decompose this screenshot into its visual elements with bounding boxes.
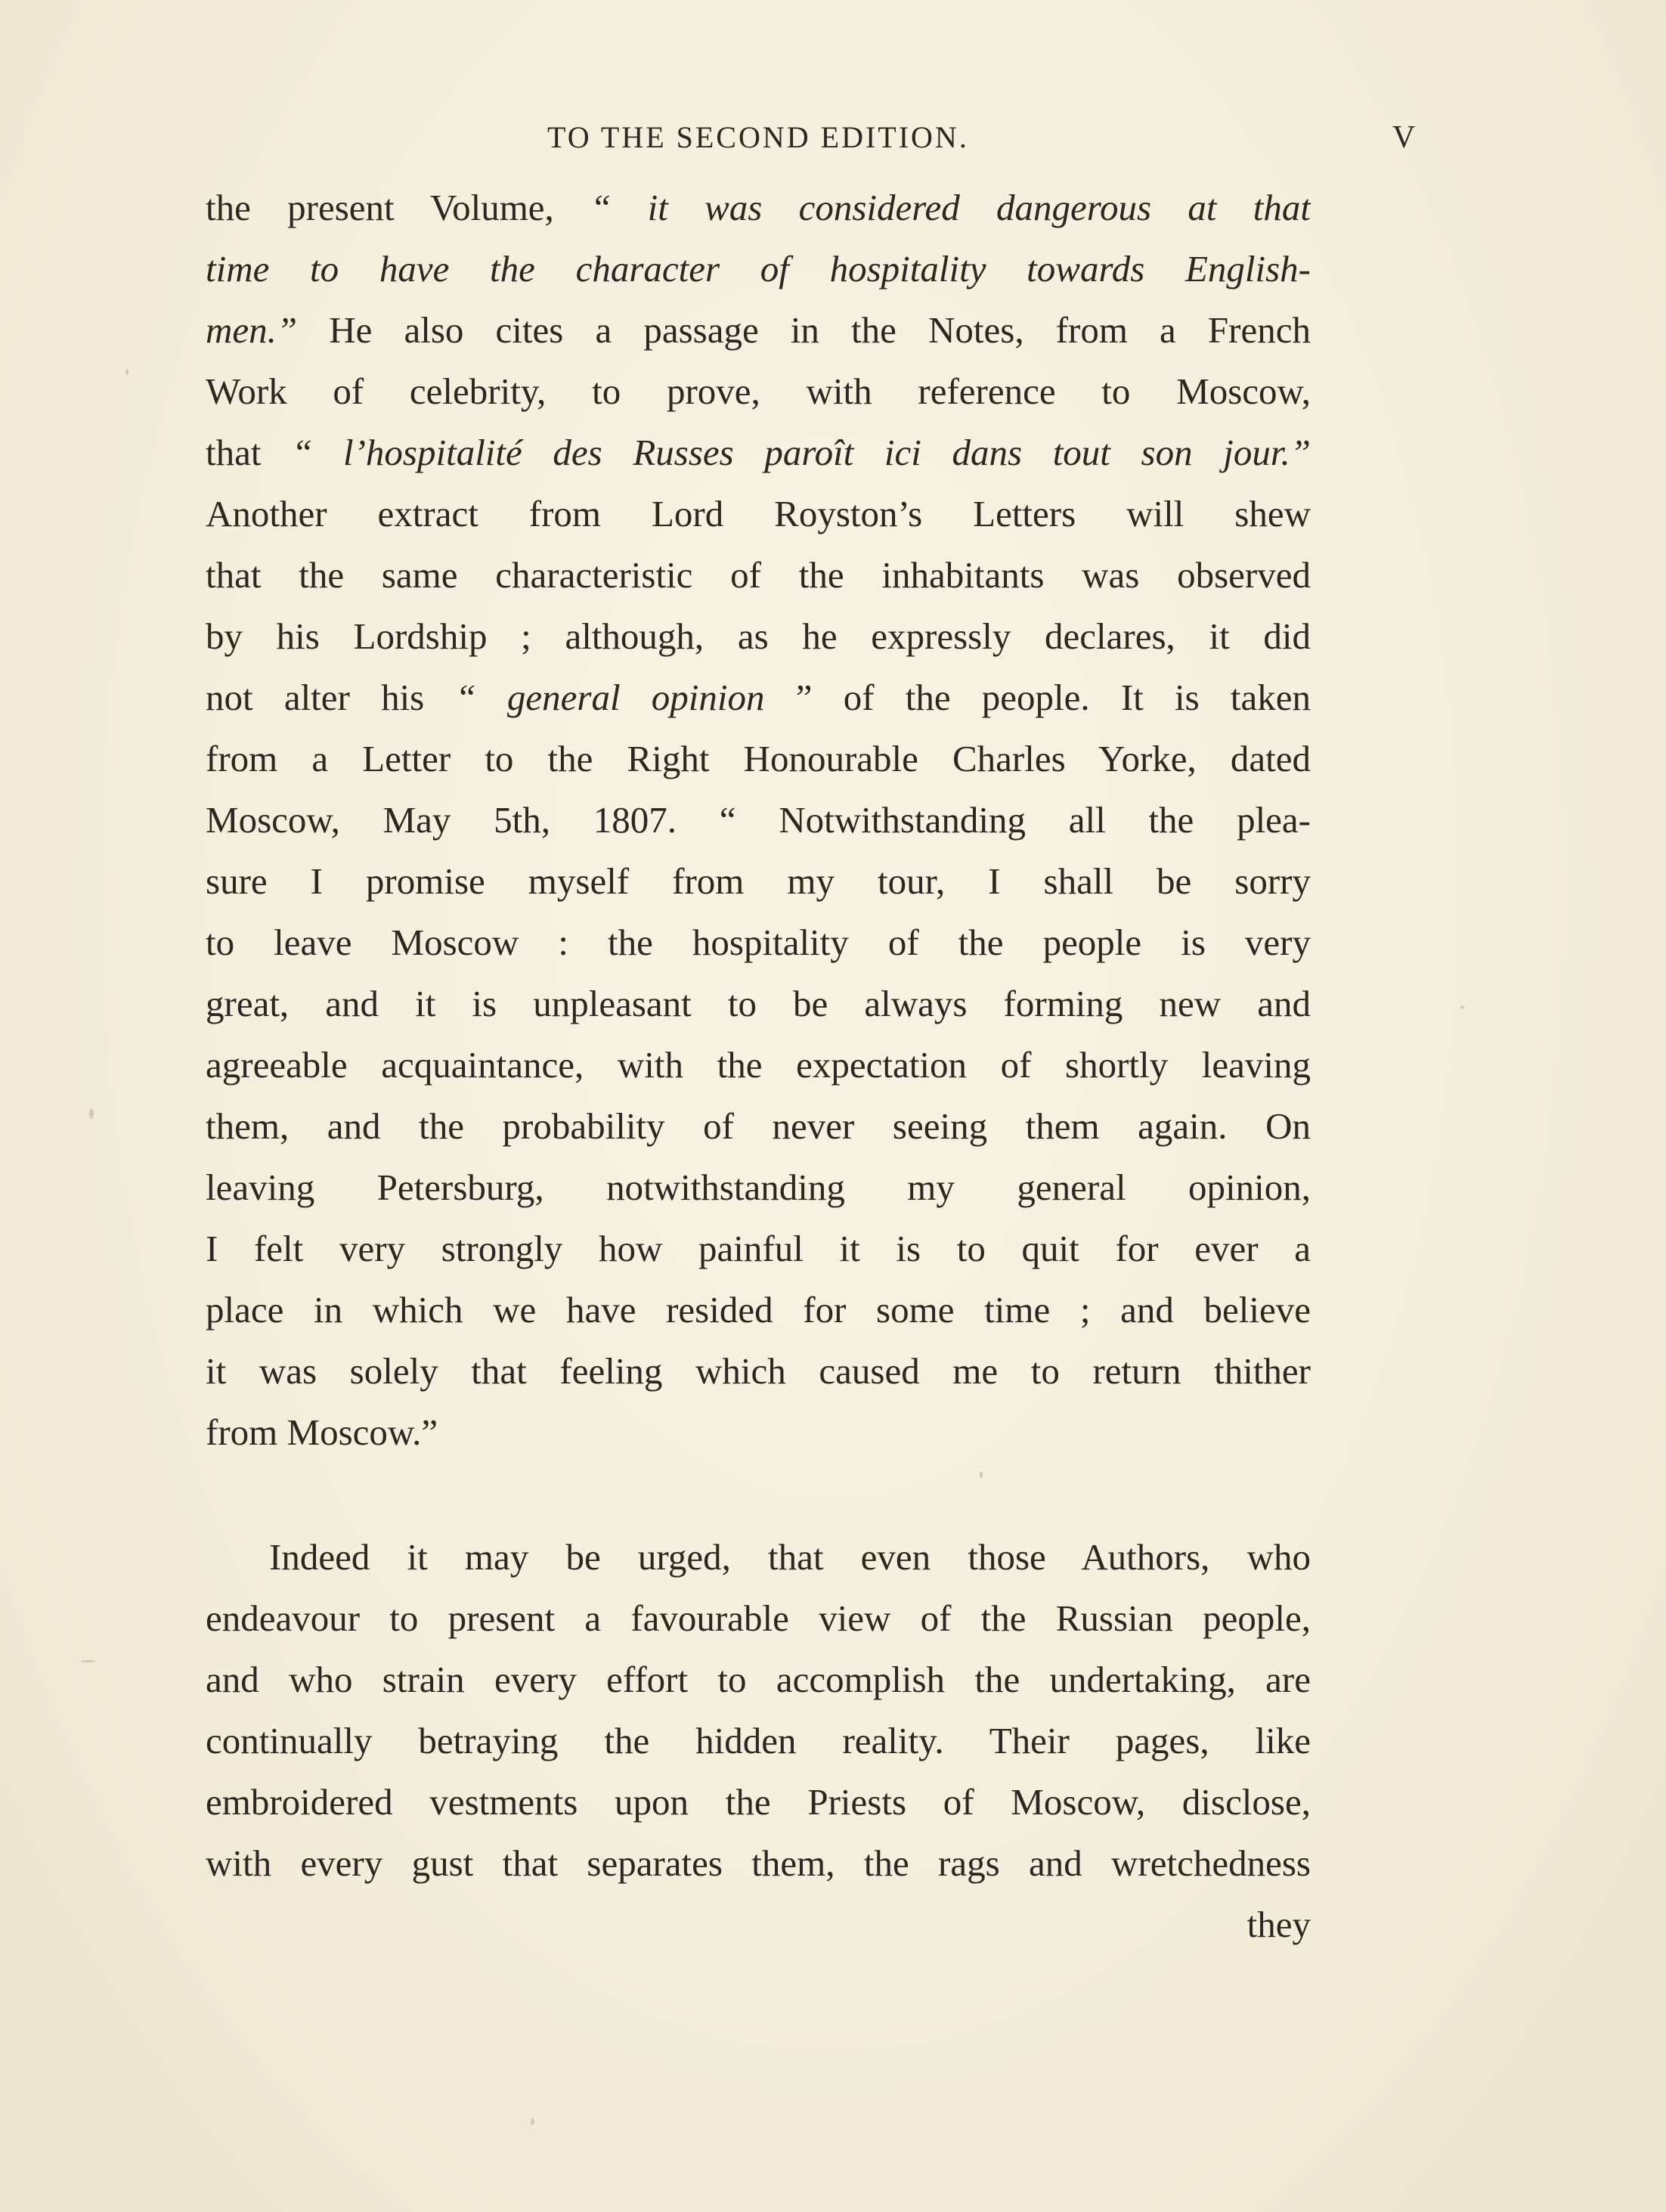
text-segment: continually betraying the hidden reality. Their pages, like <box>206 1720 1311 1761</box>
text-line <box>206 1526 1311 1588</box>
paper-speck <box>82 1660 95 1662</box>
page-number: V <box>1392 120 1416 155</box>
text-line <box>206 177 1311 238</box>
text-line <box>206 1588 1311 1649</box>
text-segment: to leave Moscow : the hospitality of the people is very <box>206 922 1311 963</box>
text-line <box>206 1157 1311 1218</box>
text-line <box>206 1649 1311 1710</box>
text-line <box>206 1832 1311 1894</box>
italic-segment: men.” <box>206 309 298 351</box>
text-segment: I felt very strongly how painful it is to quit for ever a <box>206 1228 1311 1269</box>
text-line <box>206 1095 1311 1157</box>
text-segment: embroidered vestments upon the Priests of Moscow, disclose, <box>206 1781 1311 1823</box>
text-segment: sure I promise myself from my tour, I shall be sorry <box>206 860 1311 902</box>
paper-speck <box>531 2118 534 2125</box>
text-segment: He also cites a passage in the Notes, from a French <box>297 309 1311 351</box>
text-line <box>206 361 1311 422</box>
text-line <box>206 606 1311 667</box>
text-line <box>206 912 1311 973</box>
text-line <box>206 1340 1311 1402</box>
text-segment: that the same characteristic of the inhabitants was observed <box>206 554 1311 596</box>
text-segment: it was solely that feeling which caused me to return thither <box>206 1350 1311 1392</box>
text-line <box>206 728 1311 789</box>
text-segment: great, and it is unpleasant to be always forming new and <box>206 983 1311 1024</box>
text-segment: and who strain every effort to accomplish the undertaking, are <box>206 1659 1311 1700</box>
text-segment: from a Letter to the Right Honourable Charles Yorke, dated <box>206 738 1311 779</box>
text-line <box>206 973 1311 1034</box>
text-segment: ” of the people. It is taken <box>764 677 1311 718</box>
paper-speck <box>1460 1005 1464 1009</box>
paper-speck <box>89 1108 94 1119</box>
text-segment: with every gust that separates them, the rags and wretchedness <box>206 1842 1311 1884</box>
text-segment: the present Volume, <box>206 187 591 228</box>
italic-segment: time to have the character of hospitality towards English- <box>206 248 1311 290</box>
text-line <box>206 1279 1311 1340</box>
text-line <box>206 1771 1311 1832</box>
text-line <box>206 850 1311 912</box>
text-segment: endeavour to present a favourable view of the Russian people, <box>206 1597 1311 1639</box>
text-line <box>206 544 1311 606</box>
text-line <box>206 1218 1311 1279</box>
text-segment: from Moscow.” <box>206 1411 438 1453</box>
text-line <box>206 422 1311 483</box>
text-segment: that <box>206 432 293 473</box>
body-text <box>206 177 1311 1955</box>
text-segment: not alter his <box>206 677 456 718</box>
text-segment: agreeable acquaintance, with the expectation of shortly leaving <box>206 1044 1311 1086</box>
paper-speck <box>125 369 129 375</box>
text-segment: place in which we have resided for some time ; and believe <box>206 1289 1311 1331</box>
paragraph-gap <box>206 1463 1311 1526</box>
text-line <box>206 238 1311 299</box>
text-line <box>206 667 1311 728</box>
text-segment: Moscow, May 5th, 1807. “ Notwithstanding all the plea- <box>206 799 1311 841</box>
text-segment: Work of celebrity, to prove, with reference to Moscow, <box>206 370 1311 412</box>
text-line <box>206 483 1311 544</box>
catchword: they <box>1246 1904 1311 1945</box>
text-segment: by his Lordship ; although, as he expressly declares, it did <box>206 615 1311 657</box>
text-line <box>206 1402 1311 1463</box>
text-line <box>206 299 1311 361</box>
text-line <box>206 1034 1311 1095</box>
italic-segment: “ it was considered dangerous at that <box>590 187 1311 228</box>
paper-speck <box>980 1471 983 1479</box>
text-segment: leaving Petersburg, notwithstanding my general opinion, <box>206 1166 1311 1208</box>
text-segment: them, and the probability of never seeing them again. On <box>206 1105 1311 1147</box>
italic-segment: “ l’hospitalité des Russes paroît ici dans tout son jour.” <box>292 432 1311 473</box>
running-head <box>0 115 1666 160</box>
text-segment: Indeed it may be urged, that even those Authors, who <box>269 1536 1311 1578</box>
text-line <box>206 789 1311 850</box>
italic-segment: “ general opinion <box>455 677 765 718</box>
running-title: TO THE SECOND EDITION. <box>547 120 969 154</box>
text-line <box>206 1710 1311 1771</box>
text-segment: Another extract from Lord Royston’s Letters will shew <box>206 493 1311 534</box>
